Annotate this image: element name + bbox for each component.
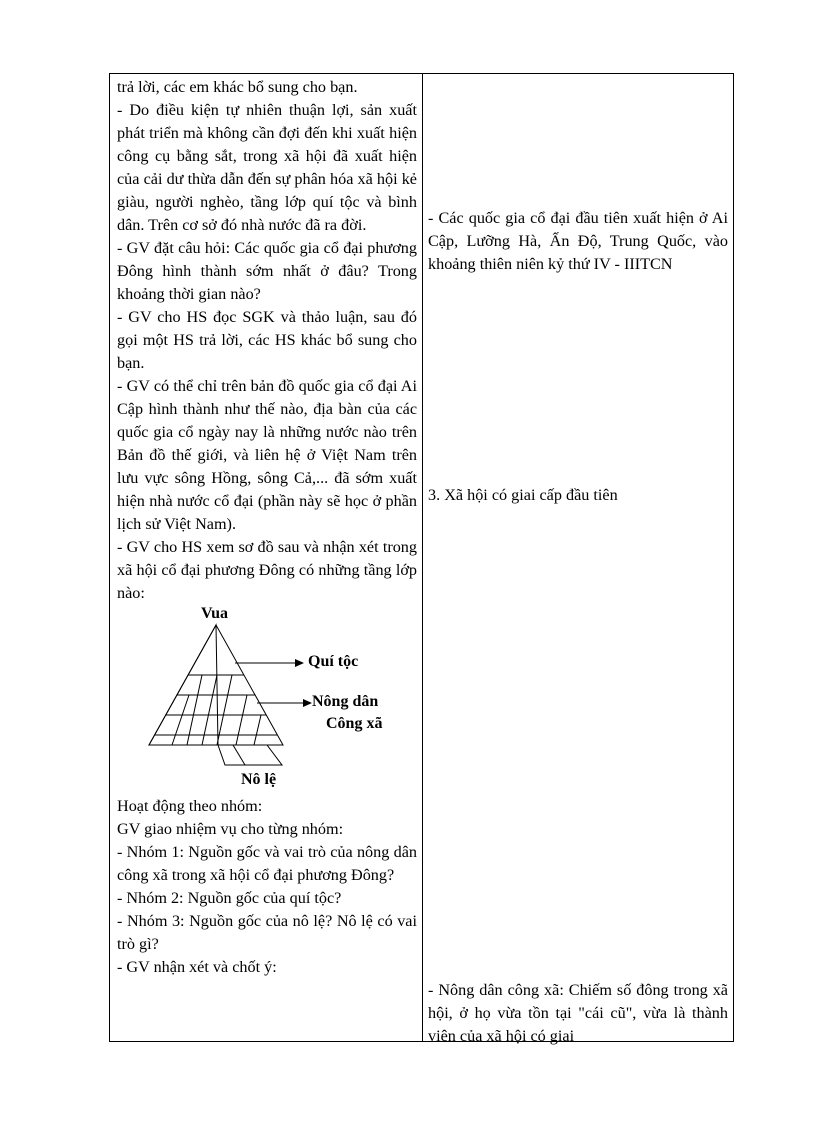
- pyramid-hatch-line: [172, 695, 189, 745]
- right-paragraph: - Các quốc gia cổ đại đầu tiên xuất hiện ở Ai Cập, Lưỡng Hà, Ấn Độ, Trung Quốc, vào khoảng thiên niên kỷ thứ IV - IIITCN: [428, 209, 728, 273]
- arrow-noble-head: [295, 659, 304, 667]
- left-paragraph: trả lời, các em khác bổ sung cho bạn.: [117, 78, 358, 96]
- left-paragraph: - GV cho HS đọc SGK và thảo luận, sau đó gọi một HS trả lời, các HS khác bổ sung cho bạn.: [117, 308, 417, 372]
- lesson-table: [109, 73, 734, 1045]
- right-block-states: [428, 207, 728, 276]
- left-paragraph: - Nhóm 1: Nguồn gốc và vai trò của nông dân công xã trong xã hội cổ đại phương Đông?: [117, 843, 417, 884]
- left-paragraph: - Nhóm 3: Nguồn gốc của nô lệ? Nô lệ có vai trò gì?: [117, 912, 417, 953]
- left-column: [117, 76, 417, 979]
- arrow-peasant-head: [303, 699, 312, 707]
- section-heading: 3. Xã hội có giai cấp đầu tiên: [428, 486, 618, 504]
- column-divider: [422, 74, 423, 1041]
- left-paragraph: - Nhóm 2: Nguồn gốc của quí tộc?: [117, 889, 342, 907]
- label-king: Vua: [201, 605, 228, 622]
- left-paragraph: GV giao nhiệm vụ cho từng nhóm:: [117, 820, 344, 838]
- pyramid-hatch-line: [236, 695, 247, 745]
- left-paragraph: - GV nhận xét và chốt ý:: [117, 958, 277, 976]
- left-paragraph: - Do điều kiện tự nhiên thuận lợi, sản xuất phát triển mà không cần đợi đến khi xuất hiện công cụ bằng sắt, trong xã hội đã xuất hiện của cải dư thừa dẫn đến sự phân hóa xã hội kẻ giàu, người nghèo, tầng lớp quí tộc và bình dân. Trên cơ sở đó nhà nước đã ra đời.: [117, 101, 417, 234]
- right-block-heading: [428, 484, 728, 507]
- left-paragraph: - GV có thể chỉ trên bản đồ quốc gia cổ đại Ai Cập hình thành như thế nào, địa bàn của các quốc gia cổ ngày nay là những nước nào trên Bản đồ thế giới, và liên hệ ở Việt Nam trên lưu vực sông Hồng, sông Cả,... đã sớm xuất hiện nhà nước cổ đại (phần này sẽ học ở phần lịch sử Việt Nam).: [117, 377, 417, 533]
- label-peasants-2: Công xã: [326, 715, 383, 732]
- right-paragraph: - Nông dân công xã: Chiếm số đông trong xã hội, ở họ vừa tồn tại "cái cũ", vừa là thành viên của xã hội có giai: [428, 981, 728, 1045]
- right-block-peasants: [428, 979, 728, 1048]
- pyramid-base-line: [233, 745, 245, 765]
- label-peasants-1: Nông dân: [312, 693, 379, 710]
- social-pyramid-diagram: [117, 605, 417, 795]
- label-nobles: Quí tộc: [308, 653, 359, 670]
- left-paragraph: - GV cho HS xem sơ đồ sau và nhận xét trong xã hội cổ đại phương Đông có những tầng lớp nào:: [117, 538, 417, 602]
- pyramid-hatch-line: [254, 715, 261, 745]
- label-slaves: Nô lệ: [241, 771, 277, 788]
- left-paragraph: Hoạt động theo nhóm:: [117, 797, 263, 815]
- left-paragraph: - GV đặt câu hỏi: Các quốc gia cổ đại phương Đông hình thành sớm nhất ở đâu? Trong khoảng thời gian nào?: [117, 239, 417, 303]
